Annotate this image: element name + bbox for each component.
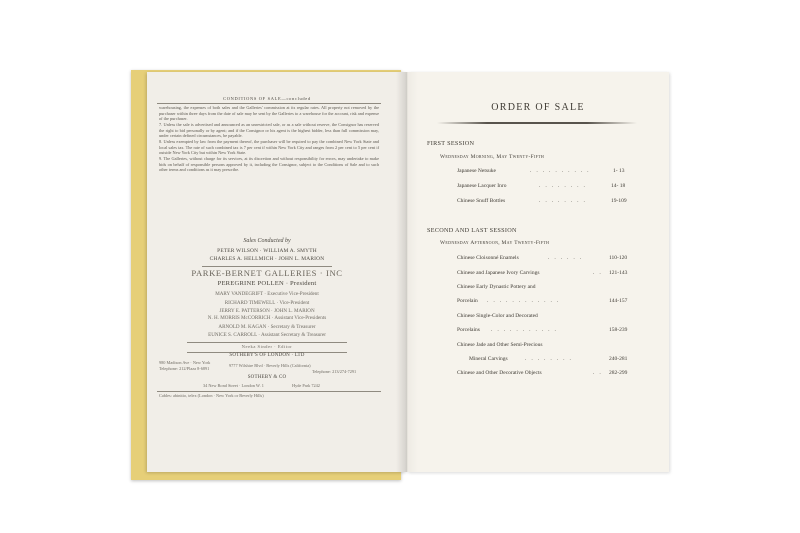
divider <box>157 391 381 392</box>
sale-item-title: Japanese Lacquer Inro <box>457 183 507 189</box>
ny-address: 980 Madison Ave · New York <box>159 360 211 365</box>
session-heading: FIRST SESSION <box>427 140 475 147</box>
condition-paragraph: 7. Unless the sale is advertised and announced as an unrestricted sale, or as a sale without reserve, the Consignor has reserved the right to bid personally or by agent; and if the Consignor or his agent is the highest bidder, less than full commission may, under certain defined circumstances, be payable. <box>159 122 379 138</box>
sale-item-title: Japanese Netsuke <box>457 168 496 174</box>
divider <box>202 266 332 267</box>
condition-paragraph: 8. Unless exempted by law from the payment thereof, the purchaser will be required to pay the combined New York State and local sales tax. The rate of such combined tax is 7 per cent if within New York City and ranges from 2 per cent to 5 per cent if outside New York City but within New York State. <box>159 139 379 155</box>
running-head: CONDITIONS OF SALE—concluded <box>223 96 311 101</box>
officer-line: PEREGRINE POLLEN · President <box>217 280 317 287</box>
sale-item-title: Chinese Single-Color and Decorated <box>457 313 538 319</box>
dot-leader: . . . . . . . . <box>539 198 587 204</box>
page-range: 1- 13 <box>613 168 625 174</box>
session-date: Wednesday Morning, May Twenty-Fifth <box>440 154 545 160</box>
condition-paragraph: warehousing, the expenses of both sales and the Galleries' commission at its regular rates. All property not removed by the purchaser within three days from the date of sale may be sent by the Galleries to a warehouse for the account, risk and expense of the purchaser. <box>159 105 379 121</box>
officer-line: N. H. MORRIS McCORRICH · Assistant Vice-Presidents <box>207 315 327 321</box>
conditions-text <box>159 105 379 173</box>
page-range: 240-281 <box>609 356 628 362</box>
sale-item-title-continued: Porcelain <box>457 298 478 304</box>
session-heading: SECOND AND LAST SESSION <box>427 227 517 234</box>
page-range: 158-239 <box>609 327 628 333</box>
sotheby-co: SOTHEBY & CO <box>247 375 287 380</box>
title-ornament-rule <box>437 122 637 124</box>
sale-item-title-continued: Mineral Carvings <box>469 356 508 362</box>
bh-address: 9777 Wilshire Blvd · Beverly Hills (California) <box>229 363 311 368</box>
sale-item-title: Chinese and Other Decorative Objects <box>457 370 542 376</box>
dot-leader: . . . . . . . . . . . <box>491 327 558 333</box>
divider <box>187 342 347 343</box>
page-range: 144-157 <box>609 298 628 304</box>
left-page <box>147 72 407 472</box>
auctioneers-line: CHARLES A. HELLMICH · JOHN L. MARION <box>209 256 325 262</box>
bh-telephone: Telephone: 213/274-7291 <box>312 369 357 374</box>
page-range: 19-109 <box>611 198 627 204</box>
condition-paragraph: 9. The Galleries, without charge for its services, at its discretion and without responsibility for errors, may undertake to make bids on behalf of responsible persons approved by it, including the Consignor, subject to the Conditions of Sale and to such other terms and conditions as it may prescribe. <box>159 156 379 172</box>
cables-line: Cables: abinitio, telex (London · New York or Beverly Hills) <box>159 393 264 398</box>
sales-conducted-by: Sales Conducted by <box>243 238 291 244</box>
page-range: 14- 18 <box>611 183 626 189</box>
running-head-rule <box>157 103 381 104</box>
dot-leader: . . . . . . . . . . <box>530 168 591 174</box>
sale-item-title: Chinese and Japanese Ivory Carvings <box>457 270 540 276</box>
dot-leader: . . <box>593 370 603 376</box>
company-name: PARKE-BERNET GALLERIES · INC <box>191 268 343 278</box>
officer-line: JERRY E. PATTERSON · JOHN L. MARION <box>219 308 315 314</box>
dot-leader: . . . . . . . . <box>539 183 587 189</box>
sale-item-title: Chinese Cloisonné Enamels <box>457 255 519 261</box>
dot-leader: . . <box>593 270 603 276</box>
auctioneers-line: PETER WILSON · WILLIAM A. SMYTH <box>217 248 317 254</box>
officer-line: MARY VANDEGRIFT · Executive Vice-President <box>215 291 319 297</box>
officer-line: EUNICE S. CARROLL · Assistant Secretary & Treasurer <box>208 332 326 338</box>
sale-item-title-continued: Porcelains <box>457 327 480 333</box>
officer-line: ARNOLD M. KAGAN · Secretary & Treasurer <box>218 323 316 330</box>
sothebys-london: SOTHEBY'S OF LONDON · LTD <box>229 353 305 358</box>
sale-item-title: Chinese Snuff Bottles <box>457 198 506 204</box>
officer-line: RICHARD TIMEWELL · Vice-President <box>224 299 310 306</box>
london-address: 34 New Bond Street · London W. 1 <box>203 383 264 388</box>
page-range: 282-299 <box>609 370 628 376</box>
page-range: 110-120 <box>609 255 628 261</box>
session-date: Wednesday Afternoon, May Twenty-Fifth <box>440 240 550 246</box>
dot-leader: . . . . . . . . <box>525 356 573 362</box>
page-title: ORDER OF SALE <box>491 102 585 113</box>
ny-telephone: Telephone: 212/Plaza 8-6891 <box>159 366 210 371</box>
sale-item-title: Chinese Jade and Other Semi-Precious <box>457 342 543 348</box>
sale-item-title: Chinese Early Dynastic Pottery and <box>457 284 536 290</box>
dot-leader: . . . . . . . . . . . . <box>487 298 561 304</box>
editor-credit: Neeka Sinder · Editor <box>241 344 293 349</box>
page-range: 121-143 <box>609 270 628 276</box>
london-phone: Hyde Park 7242 <box>292 383 320 388</box>
dot-leader: . . . . . . <box>548 255 583 261</box>
right-page <box>407 72 669 472</box>
